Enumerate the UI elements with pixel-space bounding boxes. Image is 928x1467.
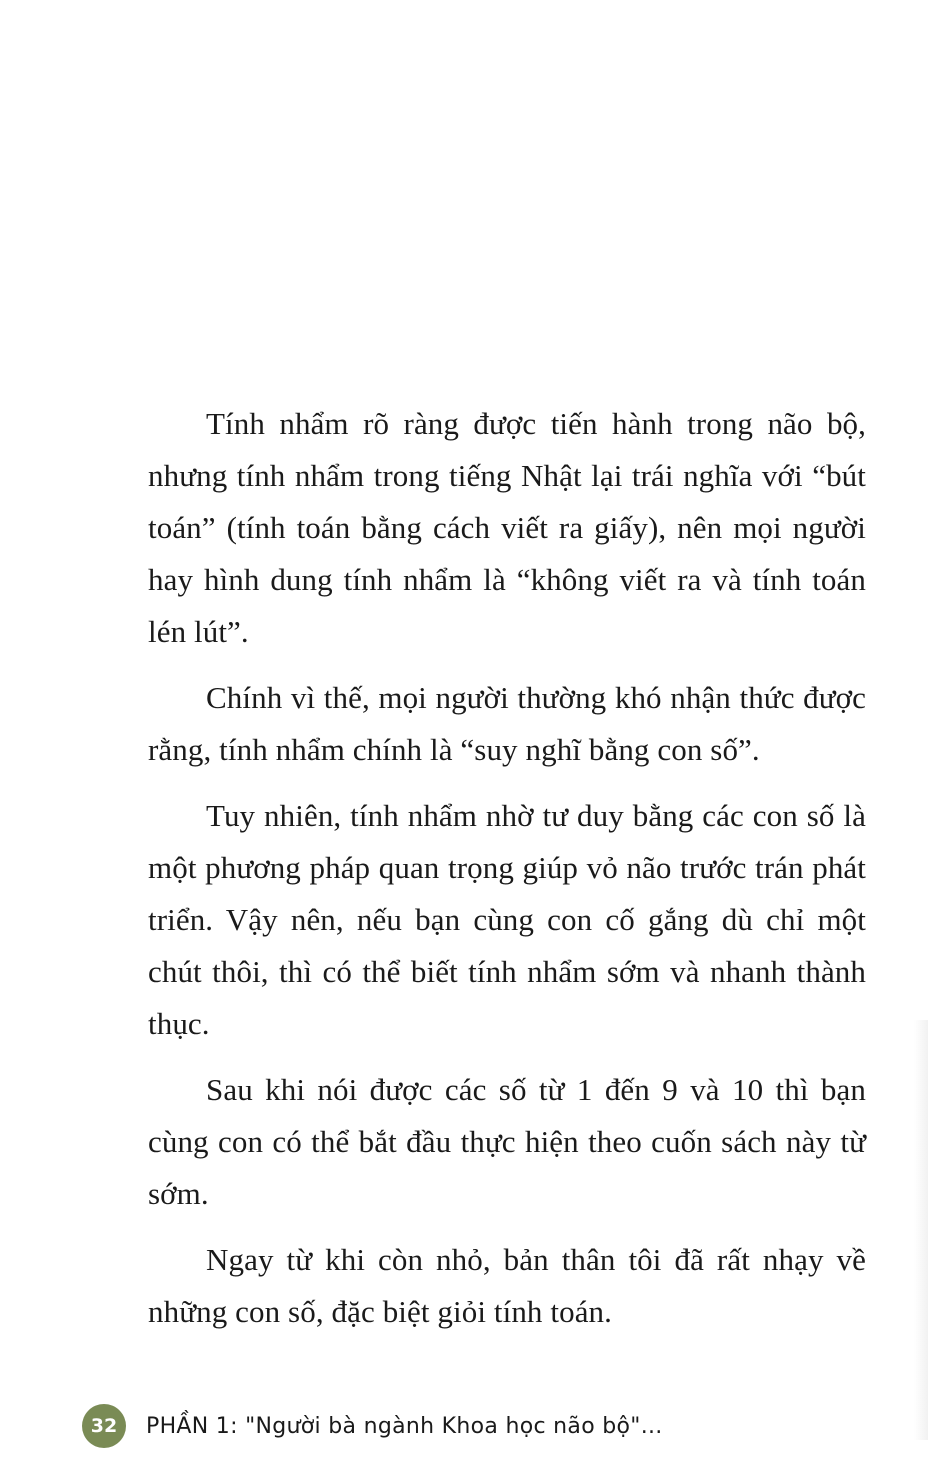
page-footer [82, 1398, 663, 1454]
paragraph-1: Tính nhẩm rõ ràng được tiến hành trong não bộ, nhưng tính nhẩm trong tiếng Nhật lại trái nghĩa với “bút toán” (tính toán bằng cách viết ra giấy), nên mọi người hay hình dung tính nhẩm là “không viết ra và tính toán lén lút”. [148, 406, 866, 649]
paragraph-3: Tuy nhiên, tính nhẩm nhờ tư duy bằng các con số là một phương pháp quan trọng giúp vỏ não trước trán phát triển. Vậy nên, nếu bạn cùng con cố gắng dù chỉ một chút thôi, thì có thể biết tính nhẩm sớm và nhanh thành thục. [148, 798, 866, 1041]
paragraph-5: Ngay từ khi còn nhỏ, bản thân tôi đã rất nhạy về những con số, đặc biệt giỏi tính toán. [148, 1242, 866, 1329]
paragraph-2: Chính vì thế, mọi người thường khó nhận thức được rằng, tính nhẩm chính là “suy nghĩ bằng con số”. [148, 680, 866, 767]
paragraph-4: Sau khi nói được các số từ 1 đến 9 và 10 thì bạn cùng con có thể bắt đầu thực hiện theo cuốn sách này từ sớm. [148, 1072, 866, 1211]
body-text [148, 398, 866, 1352]
running-head: PHẦN 1: "Người bà ngành Khoa học não bộ"... [146, 1413, 663, 1439]
page-number-badge: 32 [82, 1404, 126, 1448]
page-edge-shadow [914, 1020, 928, 1440]
